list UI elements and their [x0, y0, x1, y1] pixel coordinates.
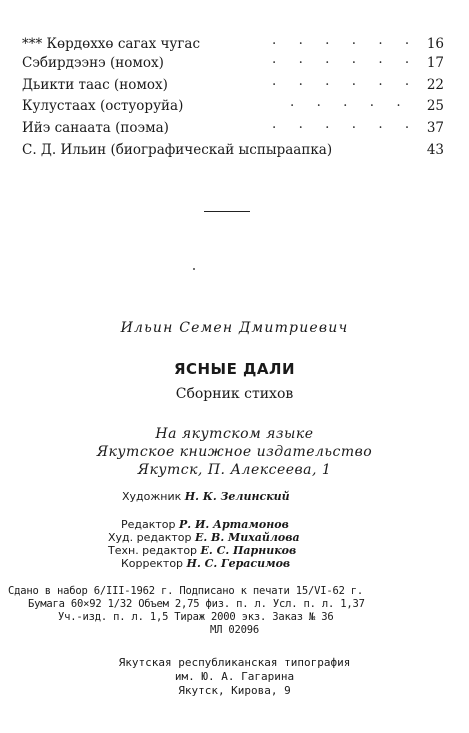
printer-name: Якутская республиканская типография — [118, 656, 351, 669]
toc-entry — [22, 96, 444, 116]
art-editor-credit — [108, 531, 300, 544]
toc-entry-title: С. Д. Ильин (биографическай ыспыраапка) — [22, 142, 333, 158]
toc-entry-title: *** Көрдөххө сагах чугас — [22, 36, 201, 52]
imprint-line: Бумага 60×92 1/32 Объем 2,75 физ. п. л. Усл. п. л. 1,37 — [28, 598, 365, 610]
credit-name: Н. К. Зелинский — [184, 490, 290, 503]
section-divider — [204, 211, 250, 212]
printer-address: Якутск, Кирова, 9 — [178, 684, 291, 697]
imprint-line: Уч.-изд. п. л. 1,5 Тираж 2000 экз. Заказ № 36 — [58, 611, 334, 623]
toc-entry-title: Ийэ санаата (поэма) — [22, 120, 169, 136]
credit-role: Техн. редактор — [108, 544, 198, 557]
toc-leader-dots: · · · · · · — [272, 120, 419, 136]
imprint-line: МЛ 02096 — [210, 624, 259, 636]
credit-role: Корректор — [121, 557, 184, 570]
printer-dedication: им. Ю. А. Гагарина — [174, 670, 295, 683]
toc-entry-page: 25 — [426, 98, 444, 114]
book-title: ЯСНЫЕ ДАЛИ — [173, 360, 296, 378]
toc-leader-dots: · · · · · · — [272, 77, 419, 93]
toc-entry — [22, 118, 444, 138]
toc-entry — [22, 53, 444, 73]
tech-editor-credit — [108, 544, 296, 557]
editor-credit — [121, 518, 289, 531]
author-name: Ильин Семен Дмитриевич — [120, 320, 349, 336]
language-note: На якутском языке — [155, 426, 314, 442]
toc-leader-dots: · · · · · — [290, 98, 410, 114]
credit-name: Е. В. Михайлова — [195, 531, 300, 544]
toc-leader-dots: · · · · · · — [272, 55, 419, 71]
toc-entry — [22, 34, 444, 54]
proofreader-credit — [121, 557, 290, 570]
toc-leader-dots: · · · · · · — [272, 36, 419, 52]
credit-name: Р. И. Артамонов — [179, 518, 289, 531]
publisher-name: Якутское книжное издательство — [96, 444, 373, 460]
toc-entry-page: 16 — [426, 36, 444, 52]
credit-role: Худ. редактор — [108, 531, 192, 544]
credit-name: Н. С. Герасимов — [186, 557, 291, 570]
toc-entry-page: 43 — [426, 142, 444, 158]
toc-entry-page: 22 — [426, 77, 444, 93]
print-speck — [193, 268, 195, 270]
artist-credit — [122, 490, 290, 503]
toc-entry-title: Дьикти таас (номох) — [22, 77, 168, 93]
toc-entry-title: Кулустаах (остуоруйа) — [22, 98, 184, 114]
toc-entry — [22, 140, 444, 160]
credit-role: Художник — [122, 490, 182, 503]
book-subtitle: Сборник стихов — [175, 386, 294, 402]
toc-entry-page: 17 — [426, 55, 444, 71]
toc-entry-page: 37 — [426, 120, 444, 136]
imprint-line: Сдано в набор 6/III-1962 г. Подписано к печати 15/VI-62 г. — [8, 585, 364, 597]
publisher-address: Якутск, П. Алексеева, 1 — [137, 462, 332, 478]
credit-role: Редактор — [121, 518, 176, 531]
credit-name: Е. С. Парников — [200, 544, 297, 557]
toc-entry — [22, 75, 444, 95]
toc-entry-title: Сэбирдээнэ (номох) — [22, 55, 164, 71]
